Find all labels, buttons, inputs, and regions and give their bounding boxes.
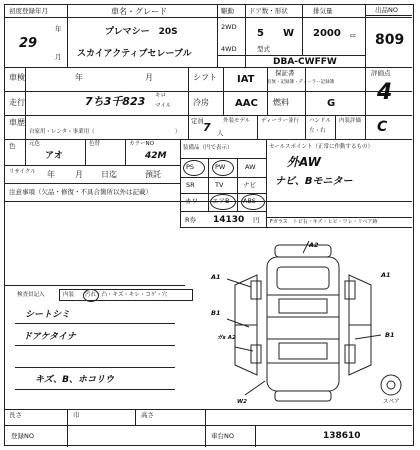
lot-number: 809 <box>375 32 405 48</box>
write-line <box>15 367 175 368</box>
grid-line <box>5 285 185 286</box>
grid-line <box>5 67 412 68</box>
history-sub-close: ） <box>175 129 181 135</box>
door-count: 5 <box>257 28 264 39</box>
capacity-value: 7 <box>203 121 211 134</box>
grid-line <box>25 139 26 165</box>
auction-sheet <box>4 4 414 446</box>
grid-line <box>67 5 68 67</box>
year-label: 年 <box>55 25 62 33</box>
grid-line <box>85 139 86 165</box>
mileage-label: 走行 <box>9 98 25 107</box>
grid-line <box>25 67 26 139</box>
r-ticket-unit: 円 <box>253 216 260 224</box>
equip-airbag: エアB <box>212 197 230 205</box>
katashiki-label: 型式 <box>257 45 270 53</box>
write-line <box>15 389 175 390</box>
equipment-label: 装備品（円で表示） <box>183 145 233 151</box>
ext-model-label: 外装モデル <box>223 118 251 124</box>
equip-abs: ABS <box>243 197 256 205</box>
selected-mark <box>83 289 99 302</box>
shaken-year: 年 <box>75 73 83 82</box>
history-sub: 自家用・レンタ・事業用（ <box>29 129 95 135</box>
mark-b1-right: B1 <box>385 331 395 339</box>
grid-line <box>267 67 268 115</box>
handle-label: ハンドル <box>309 118 332 124</box>
grid-line <box>267 217 412 218</box>
equip-aw: AW <box>245 163 256 171</box>
mark-a1-left: A1 <box>211 273 221 281</box>
grid-line <box>180 177 266 178</box>
recycle-day: 日迄 <box>101 170 117 179</box>
shaken-month: 月 <box>145 73 153 82</box>
recycle-label: リサイクル <box>9 169 36 175</box>
handle-value: 左・右 <box>309 128 326 134</box>
color-no-label: カラーNO <box>129 141 154 147</box>
grid-line <box>188 67 189 139</box>
grid-line <box>365 67 366 139</box>
grid-line <box>237 158 238 211</box>
grid-line <box>180 139 181 228</box>
grid-line <box>180 211 266 212</box>
fuel-label: 燃料 <box>273 98 289 107</box>
grid-line <box>5 115 412 116</box>
grid-line <box>180 227 412 228</box>
drive-label: 駆動 <box>221 7 234 15</box>
recycle-note: 預託 <box>145 170 161 179</box>
grid-line <box>217 5 218 67</box>
mark-w2: W2 <box>237 399 247 405</box>
drive-4wd: 4WD <box>221 45 237 53</box>
equip-navi: ナビ <box>243 181 256 189</box>
warranty-label: 保証書 <box>275 69 295 77</box>
write-line <box>15 323 175 324</box>
selected-mark <box>210 194 236 210</box>
shift-label: シフト <box>193 73 217 82</box>
sales-point-line1: 外AW <box>287 155 321 169</box>
color-label: 色 <box>9 142 16 150</box>
grid-line <box>208 158 209 211</box>
score-label: 評価点 <box>371 69 391 77</box>
inspector-note-1: シートシミ <box>25 310 71 320</box>
fuel-value: G <box>327 98 336 109</box>
grid-line <box>305 67 306 115</box>
inspector-label: 検査員記入 <box>17 292 45 298</box>
sales-point-line2: ナビ、Bモニター <box>275 176 353 187</box>
grade-name: スカイアクティブセレーブル <box>77 49 192 59</box>
grid-line <box>266 139 267 228</box>
grid-line <box>5 165 180 166</box>
month-label: 月 <box>55 53 62 61</box>
capacity-unit: 人 <box>217 129 224 137</box>
drive-2wd: 2WD <box>221 23 237 31</box>
model-grade-label: 車名・グレード <box>111 7 167 16</box>
write-line <box>15 345 175 346</box>
width-label: 巾 <box>73 411 80 419</box>
reg-no-label: 登録NO <box>11 432 34 440</box>
warranty-sub: 有無・記録簿・ディーラー記録簿 <box>267 80 335 85</box>
interior-score-label: 内装評価 <box>339 118 362 124</box>
equip-ps: PS <box>186 163 195 171</box>
mark-a2-top: A2 <box>309 241 319 249</box>
grid-line <box>223 67 224 115</box>
grid-line <box>5 183 180 184</box>
grid-line <box>257 115 258 139</box>
grid-line <box>365 15 412 16</box>
r-ticket-label: R券 <box>185 216 197 224</box>
selected-mark <box>183 160 205 176</box>
shift-value: IAT <box>237 74 255 85</box>
model-name: プレマシー 20S <box>105 27 178 37</box>
spare-label: スペア <box>383 399 400 405</box>
selected-mark <box>241 194 265 210</box>
recycle-year: 年 <box>47 170 55 179</box>
mileage-mile: マイル <box>155 103 172 109</box>
mark-b1-left: B1 <box>211 309 221 317</box>
grid-line <box>255 425 256 447</box>
interior-options: 汚れ・凸・キズ・キレ・コゲ・穴 <box>85 292 168 298</box>
capacity-label: 定員 <box>191 117 204 125</box>
interior-score-value: C <box>377 119 388 135</box>
interior-label: 内装 <box>63 292 75 298</box>
mark-a1-right: A1 <box>381 271 391 279</box>
grid-line <box>205 409 206 447</box>
r-ticket-value: 14130 <box>213 215 245 225</box>
grid-line <box>305 115 306 139</box>
selected-mark <box>212 160 234 176</box>
inspector-note-2: ドアケタイナ <box>23 332 76 342</box>
body-type: W <box>283 28 295 39</box>
glass-label: Fガラス トビ右・キズ・ヒビ・ワレ・リペア跡 <box>270 219 378 225</box>
first-registration-label: 初度登録年月 <box>9 7 48 15</box>
model-code: DBA-CWFFW <box>273 57 337 67</box>
displacement-value: 2000 <box>313 28 341 39</box>
chassis-label: 車台NO <box>211 432 234 440</box>
grid-line <box>5 139 412 140</box>
aircon-label: 冷房 <box>193 98 209 107</box>
grid-line <box>180 158 266 159</box>
color-number: 42M <box>145 151 167 161</box>
grid-line <box>5 91 412 92</box>
inspector-note-4: キズ、B、ホコリウ <box>35 375 114 385</box>
grid-line <box>135 409 136 425</box>
mark-side: ガs A2 <box>217 335 236 341</box>
aircon-value: AAC <box>235 98 258 109</box>
cc-unit: cc <box>350 33 357 39</box>
chassis-value: 138610 <box>323 431 361 441</box>
grid-line <box>217 55 365 56</box>
score-value: 4 <box>377 80 393 105</box>
grid-line <box>245 5 246 67</box>
equip-pw: PW <box>215 163 226 171</box>
grid-line <box>125 139 126 165</box>
mileage-value: 7ち3千823 <box>85 95 146 108</box>
sales-point-label: セールスポイント（正常に作動するもの） <box>269 144 374 150</box>
mileage-km: キロ <box>155 93 167 99</box>
grid-line <box>67 409 68 447</box>
notes-label: 注意事項（欠品・修復・不具合箇所以外は記載） <box>9 188 152 196</box>
shaken-label: 車検 <box>9 73 25 82</box>
equip-tv: TV <box>215 181 224 189</box>
displacement-label: 排気量 <box>313 7 333 15</box>
history-label: 車歴 <box>9 118 25 127</box>
original-color-label: 元色 <box>29 141 41 147</box>
grid-line <box>302 5 303 55</box>
equip-sr: SR <box>186 181 195 189</box>
door-label: ドア数・形状 <box>249 7 288 15</box>
lot-label: 出品NO <box>375 6 398 14</box>
recycle-month: 月 <box>75 170 83 179</box>
length-label: 長さ <box>9 411 22 419</box>
equip-leather: カワ <box>185 197 198 205</box>
height-label: 高さ <box>141 411 154 419</box>
car-damage-diagram <box>205 235 411 411</box>
registration-year: 29 <box>19 36 38 51</box>
paint-change-label: 色替 <box>89 141 101 147</box>
grid-line <box>335 115 336 139</box>
dealer-label: ディーラー並行 <box>261 118 300 124</box>
color-value: アオ <box>45 151 63 161</box>
